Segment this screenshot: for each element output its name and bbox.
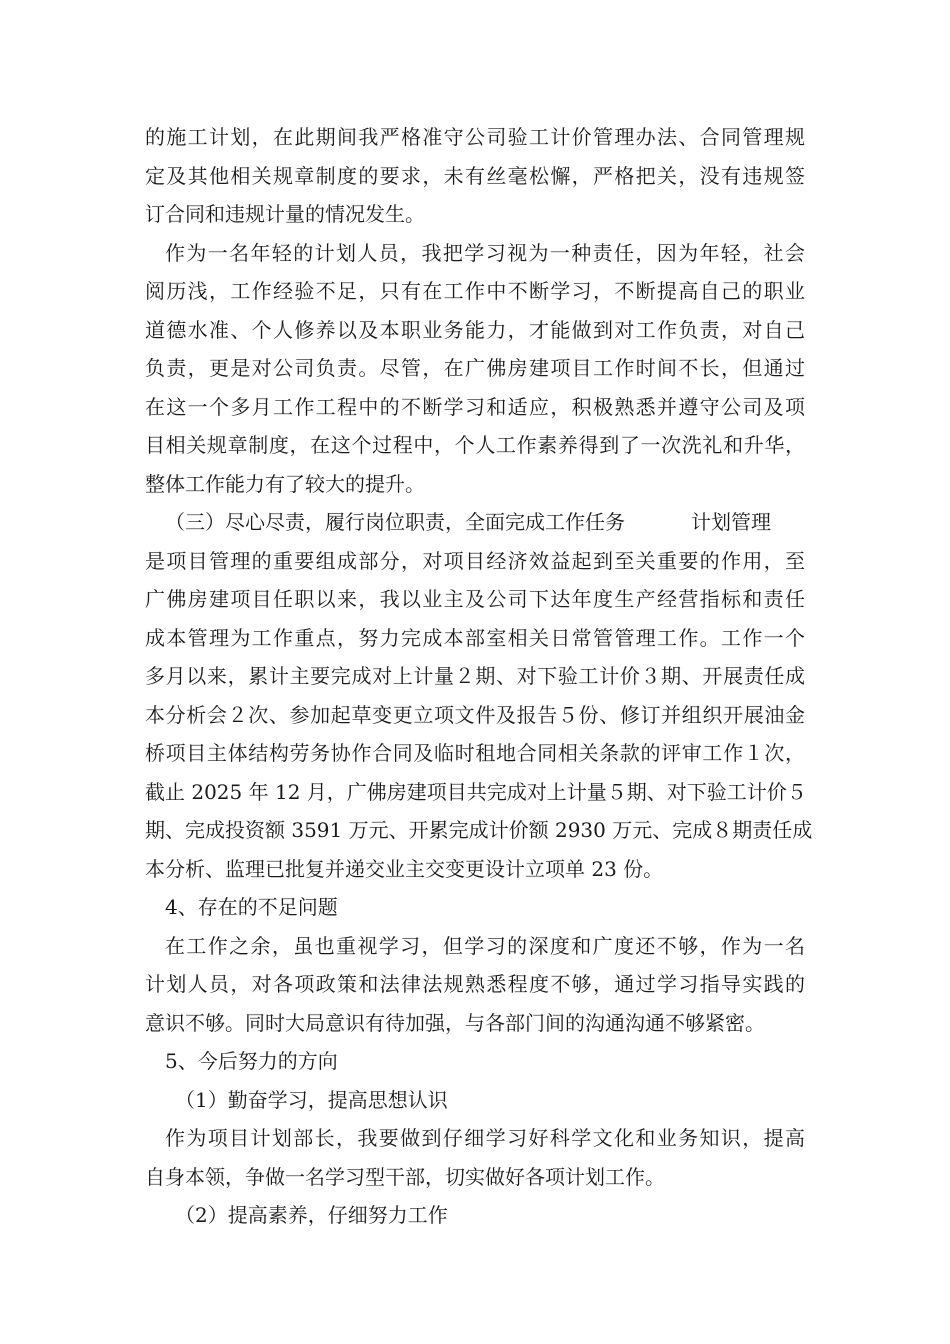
text-line: 是项目管理的重要组成部分，对项目经济效益起到至关重要的作用，至 bbox=[145, 548, 805, 573]
section-heading: 5、今后努力的方向 bbox=[165, 1049, 338, 1073]
text-line: 成本管理为工作重点，努力完成本部室相关日常管管理工作。工作一个 bbox=[145, 625, 805, 650]
text-line: 期、完成投资额 3591 万元、开累完成计价额 2930 万元、完成８期责任成 bbox=[145, 818, 813, 842]
text-line: 阅历浅，工作经验不足，只有在工作中不断学习，不断提高自己的职业 bbox=[145, 279, 805, 303]
text-line: 的施工计划，在此期间我严格准守公司验工计价管理办法、合同管理规 bbox=[145, 125, 805, 149]
text-line: 订合同和违规计量的情况发生。 bbox=[145, 202, 425, 226]
text-line: 截止 2025 年 12 月，广佛房建项目共完成对上计量５期、对下验工计价５ bbox=[145, 779, 807, 804]
text-line: 定及其他相关规章制度的要求，未有丝毫松懈，严格把关，没有违规签 bbox=[145, 163, 805, 188]
section-heading-tail: 计划管理 bbox=[691, 510, 771, 534]
text-line: 多月以来，累计主要完成对上计量２期、对下验工计价３期、开展责任成 bbox=[145, 664, 805, 688]
section-heading-text: （三）尽心尽责，履行岗位职责，全面完成工作任务 bbox=[165, 510, 625, 534]
text-line: 本分析、监理已批复并递交业主交变更设计立项单 23 份。 bbox=[145, 856, 664, 881]
text-line: 在这一个多月工作工程中的不断学习和适应，积极熟悉并遵守公司及项 bbox=[145, 394, 805, 419]
text-line: 在工作之余，虽也重视学习，但学习的深度和广度还不够，作为一名 bbox=[165, 933, 805, 958]
text-line: 作为项目计划部长，我要做到仔细学习好科学文化和业务知识，提高 bbox=[165, 1126, 805, 1150]
text-line: 作为一名年轻的计划人员，我把学习视为一种责任，因为年轻，社会 bbox=[165, 240, 805, 265]
text-line: 整体工作能力有了较大的提升。 bbox=[145, 471, 425, 496]
subsection-heading: （1）勤奋学习，提高思想认识 bbox=[175, 1087, 448, 1112]
text-line: 计划人员，对各项政策和法律法规熟悉程度不够，通过学习指导实践的 bbox=[145, 972, 805, 996]
subsection-heading: （2）提高素养，仔细努力工作 bbox=[175, 1203, 448, 1227]
section-heading bbox=[145, 503, 805, 542]
text-line: 桥项目主体结构劳务协作合同及临时租地合同相关条款的评审工作１次， bbox=[145, 741, 805, 765]
section-heading: 4、存在的不足问题 bbox=[165, 895, 338, 919]
text-line: 道德水准、个人修养以及本职业务能力，才能做到对工作负责，对自己 bbox=[145, 317, 805, 342]
document-body bbox=[145, 118, 813, 1235]
text-line: 负责，更是对公司负责。尽管，在广佛房建项目工作时间不长，但通过 bbox=[145, 356, 805, 380]
text-line: 广佛房建项目任职以来，我以业主及公司下达年度生产经营指标和责任 bbox=[145, 587, 805, 611]
text-line: 意识不够。同时大局意识有待加强，与各部门间的沟通沟通不够紧密。 bbox=[145, 1010, 765, 1035]
text-line: 自身本领，争做一名学习型干部，切实做好各项计划工作。 bbox=[145, 1164, 665, 1189]
text-line: 目相关规章制度，在这个过程中，个人工作素养得到了一次洗礼和升华， bbox=[145, 433, 805, 457]
text-line: 本分析会２次、参加起草变更立项文件及报告５份、修订并组织开展油金 bbox=[145, 702, 805, 727]
